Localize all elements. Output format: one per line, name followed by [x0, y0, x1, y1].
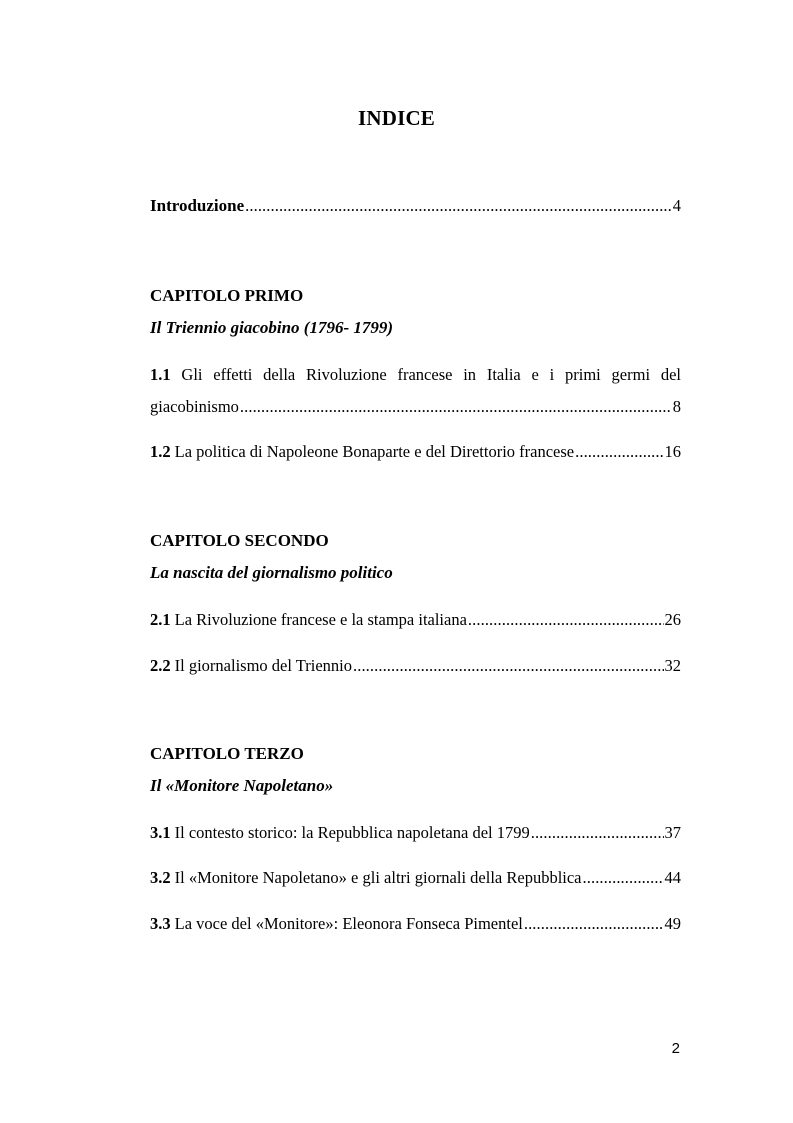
dot-leader	[531, 823, 664, 843]
toc-entry-3-2[interactable]	[150, 868, 681, 888]
toc-entry-number: 3.3	[150, 914, 171, 933]
toc-entry-text: Gli effetti della Rivoluzione francese in Italia e i primi germi del	[181, 365, 681, 384]
dot-leader	[468, 610, 664, 630]
toc-entry-introduzione[interactable]	[150, 196, 681, 216]
chapter-title: Il «Monitore Napoletano»	[150, 776, 334, 795]
toc-entry-page: 16	[664, 442, 681, 461]
toc-entry-3-3[interactable]	[150, 914, 681, 934]
toc-entry-1-2[interactable]	[150, 442, 681, 462]
page-number: 2	[671, 1040, 680, 1057]
toc-entry-text: Il contesto storico: la Repubblica napoletana del 1799	[174, 823, 530, 842]
toc-entry-number: 2.1	[150, 610, 171, 629]
page-title: INDICE	[357, 106, 436, 130]
toc-entry-2-1[interactable]	[150, 610, 681, 630]
toc-entry-text: Il giornalismo del Triennio	[174, 656, 352, 675]
toc-entry-number: 3.1	[150, 823, 171, 842]
chapter-title: Il Triennio giacobino (1796- 1799)	[150, 318, 394, 337]
toc-entry-page: 32	[664, 656, 681, 675]
toc-entry-page: 4	[672, 196, 681, 215]
chapter-label: CAPITOLO SECONDO	[150, 531, 329, 550]
toc-entry-page: 26	[664, 610, 681, 629]
toc-entry-label: Introduzione	[150, 196, 245, 215]
chapter-title: La nascita del giornalismo politico	[150, 563, 393, 582]
toc-entry-text: La voce del «Monitore»: Eleonora Fonseca Pimentel	[174, 914, 523, 933]
chapter-label: CAPITOLO PRIMO	[150, 286, 304, 305]
toc-entry-3-1[interactable]	[150, 823, 681, 843]
dot-leader	[245, 196, 672, 216]
toc-entry-text: Il «Monitore Napoletano» e gli altri giornali della Repubblica	[174, 868, 582, 887]
toc-entry-page: 49	[664, 914, 681, 933]
toc-entry-text: La Rivoluzione francese e la stampa italiana	[174, 610, 467, 629]
toc-entry-number: 2.2	[150, 656, 171, 675]
chapter-label: CAPITOLO TERZO	[150, 744, 304, 763]
toc-entry-text: La politica di Napoleone Bonaparte e del Direttorio francese	[174, 442, 575, 461]
dot-leader	[524, 914, 664, 934]
toc-entry-1-1-line1[interactable]	[150, 365, 681, 385]
toc-entry-number: 1.2	[150, 442, 171, 461]
toc-entry-page: 44	[664, 868, 681, 887]
toc-entry-number: 3.2	[150, 868, 171, 887]
dot-leader	[240, 397, 672, 417]
dot-leader	[353, 656, 664, 676]
dot-leader	[575, 442, 663, 462]
toc-entry-text: giacobinismo	[150, 397, 239, 416]
dot-leader	[583, 868, 664, 888]
toc-entry-number: 1.1	[150, 365, 171, 384]
toc-entry-1-1-line2[interactable]	[150, 397, 681, 417]
toc-entry-2-2[interactable]	[150, 656, 681, 676]
toc-entry-page: 8	[672, 397, 681, 416]
toc-entry-page: 37	[664, 823, 681, 842]
